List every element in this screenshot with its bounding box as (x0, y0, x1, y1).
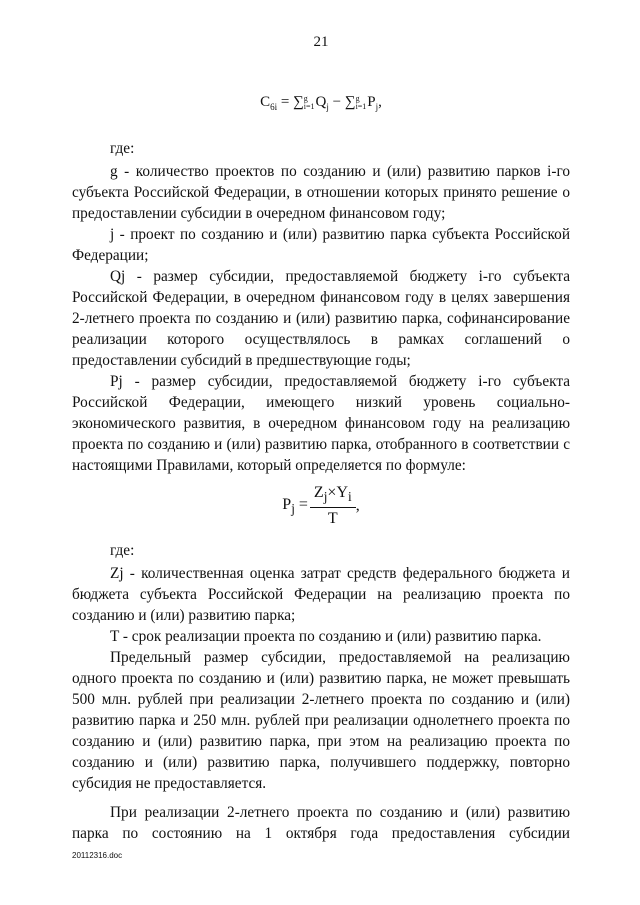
definitions-block-1 (72, 161, 570, 476)
where-label-2: где: (110, 542, 135, 559)
para-j: j - проект по созданию и (или) развитию парка субъекта Российской Федерации; (72, 226, 570, 264)
formula-p-z: Z (313, 484, 324, 501)
sum-limit-top-1: g (303, 93, 308, 103)
formula-c6-lhs: C (260, 94, 271, 110)
page-number: 21 (313, 34, 329, 50)
sum-symbol-2: ∑ (344, 94, 356, 110)
formula-c6-eq: = (277, 94, 294, 110)
sum-symbol-1: ∑ (293, 94, 304, 110)
formula-p (72, 484, 570, 528)
para-g: g - количество проектов по созданию и (или) развитию парков i-го субъекта Российской Федерации, в отношении которых принято решение о предоставлении субсидии в очередном финансовом году; (72, 163, 570, 222)
formula-c6-q-sub: j (326, 102, 329, 112)
formula-p-fraction (310, 484, 356, 528)
formula-p-lhs-sub: j (291, 500, 295, 516)
para-last: При реализации 2-летнего проекта по созданию и (или) развитию парка по состоянию на 1 октября года предоставления субсидии (72, 804, 570, 842)
where-label-1: где: (110, 140, 135, 157)
formula-p-eq: = (294, 495, 308, 513)
para-q: Qj - размер субсидии, предоставляемой бюджету i-го субъекта Российской Федерации, в очередном финансовом году в целях завершения 2-летнего проекта по созданию и (или) развитию парка, софинансирование реализации которого осуществлялось в рамках соглашений о предоставлении субсидий в предшествующие годы; (72, 268, 570, 369)
sum-limit-bottom-1: i=1 (303, 101, 315, 111)
sum-limits-2 (356, 95, 367, 111)
formula-p-y-sub: i (348, 489, 352, 505)
document-footer-filename: 20112316.doc (72, 851, 123, 860)
formula-c6-lhs-sub: 6i (270, 102, 278, 112)
formula-p-y: Y (336, 484, 348, 501)
para-t: T - срок реализации проекта по созданию и (или) развитию парка. (110, 628, 542, 645)
para-limit: Предельный размер субсидии, предоставляемой на реализацию одного проекта по созданию и (или) развитию парка, не может превышать 500 млн. рублей при реализации 2-летнего проекта по созданию и (или) развитию парка и 250 млн. рублей при реализации однолетнего проекта по созданию и (или) развитию парка, при этом на реализацию проекта по созданию и (или) развитию парка, получившего поддержку, повторно субсидия не предоставляется. (72, 649, 570, 792)
definitions-block-2 (72, 563, 570, 844)
formula-c6-tail: , (378, 94, 382, 110)
document-page (72, 0, 570, 905)
para-p: Pj - размер субсидии, предоставляемой бюджету i-го субъекта Российской Федерации, имеющего низкий уровень социально-экономического развития, в очередном финансовом году на реализацию проекта по созданию и (или) развитию парка, отобранного в соответствии с настоящими Правилами, который определяется по формуле: (72, 373, 570, 474)
formula-p-z-sub: j (323, 489, 328, 505)
formula-c6 (72, 94, 570, 112)
sum-limit-bottom-2: i=1 (355, 101, 367, 111)
formula-c6-minus: − (328, 94, 345, 110)
formula-c6-p-sub: j (375, 102, 379, 112)
sum-limits-1 (304, 95, 315, 111)
formula-c6-p: P (367, 94, 376, 110)
formula-c6-q: Q (315, 94, 327, 110)
sum-limit-top-2: g (355, 93, 360, 103)
formula-p-tail: , (355, 497, 360, 515)
formula-p-times: × (327, 484, 337, 501)
formula-p-numerator (310, 484, 356, 508)
para-z: Zj - количественная оценка затрат средств федерального бюджета и бюджета субъекта Российской Федерации на реализацию проекта по созданию и (или) развитию парка; (72, 565, 570, 624)
formula-p-lhs: P (282, 495, 292, 513)
formula-p-denominator: T (327, 510, 338, 528)
